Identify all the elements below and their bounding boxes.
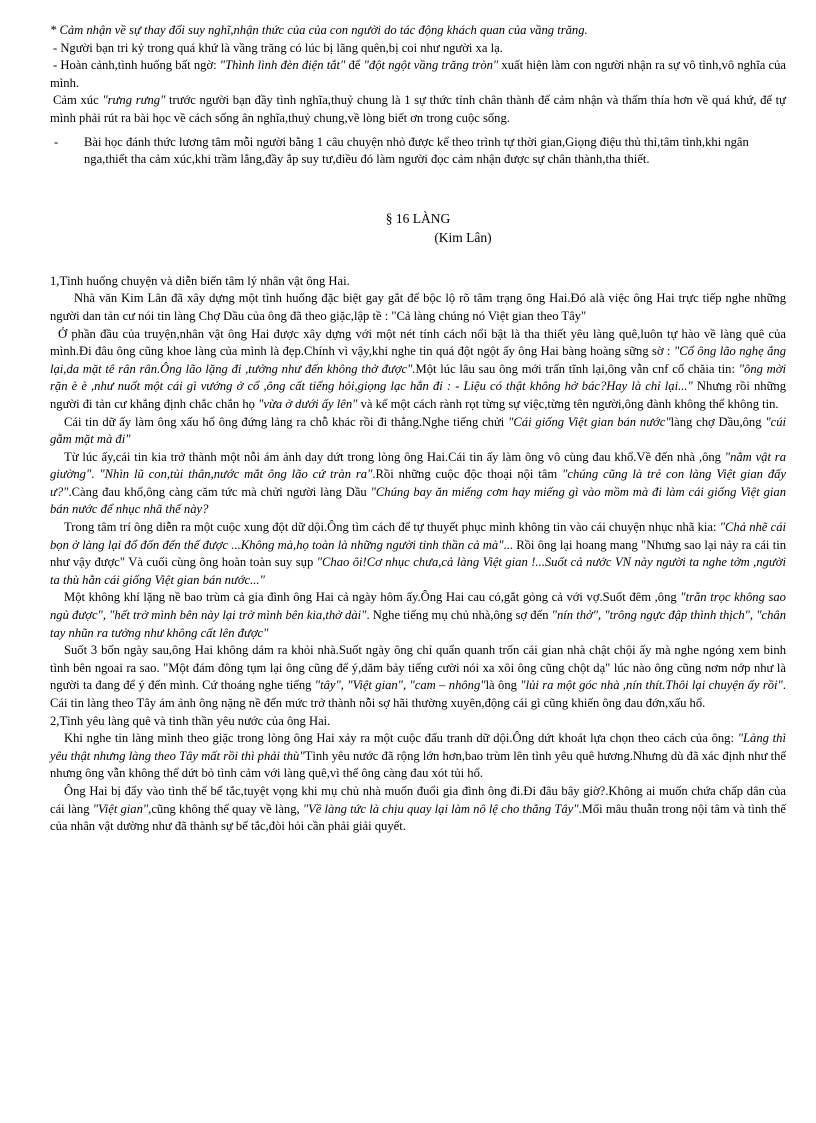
text-run: Cái tin dữ ấy làm ông xấu hổ ông đứng lảng ra chỗ khác rồi đi thẳng.Nghe tiếng chửi: [64, 414, 509, 429]
quote: "Chúng bay ăn miếng cơm hay miếng gì vào mồm mà đi làm cái giống Việt gian bán nước để nhục nhã thế này?: [50, 484, 786, 517]
quote: "đột ngột vầng trăng tròn": [363, 58, 499, 73]
intro-heading-text: * Cảm nhận về sự thay đổi suy nghĩ,nhận thức của của con người do tác động khách quan của vầng trăng.: [50, 23, 588, 37]
quote: "chúng cũng là trẻ con làng Việt gian đấy ư?": [50, 467, 787, 499]
text-run: là ông: [485, 678, 521, 693]
quote: "ông mời rặn è è ,như nuốt một cái gì vướng ở cổ ,ông cất tiếng hỏi,giọng lạc hẳn đi : - Liệu có thật không hở bác?Hay là chỉ lại...": [50, 361, 786, 394]
quote: "rưng rưng": [102, 93, 166, 108]
text-run: Nhưng rồi những người đi tản cư khẳng định chắc chắn họ: [50, 379, 786, 411]
subsection-1-title: 1,Tình huống chuyện và diễn biến tâm lý nhân vật ông Hai.: [50, 273, 350, 288]
quote: "Việt gian": [92, 801, 149, 816]
subsection-2-title: 2,Tình yêu làng quê và tinh thần yêu nước của ông Hai.: [50, 713, 331, 728]
paragraph: [50, 414, 786, 449]
intro-line-2: - Người bạn tri kỷ trong quá khứ là vầng trăng có lúc bị lãng quên,bị coi như người xa lạ.: [53, 40, 503, 55]
quote: "Về làng tức là chịu quay lại làm nô lệ cho thằng Tây": [302, 801, 579, 816]
document-page: [50, 22, 786, 836]
text-run: Trong tâm trí ông diễn ra một cuộc xung đột dữ dội.Ông tìm cách để tự thuyết phục mình không tin vào cái chuyện nhục nhã kia:: [64, 520, 720, 535]
text-run: Cảm xúc: [53, 93, 103, 108]
quote: "trằn trọc không sao ngủ được", "hết trở mình bên này lại trở mình bên kia,thở dài": [50, 590, 786, 623]
text-run: . Cái tin làng theo Tây ám ảnh ông nặng nề đến mức trở thành nỗi sợ hãi thường xuyên,động cái gì cũng khiến ông đau đớn,xấu hổ.: [50, 678, 787, 710]
section-author: (Kim Lân): [434, 229, 492, 245]
text-run: Khi nghe tin làng mình theo giặc trong lòng ông Hai xảy ra một cuộc đấu tranh dữ dội.Ông dứt khoát lựa chọn theo cách của ông:: [64, 731, 738, 746]
text-run: ... Rồi ông lại hoang mang "Nhưng sao lại nảy ra cái tin như vậy được" Và cuối cùng ông hoàn toàn suy sụp: [50, 537, 786, 570]
text-run: .: [91, 467, 100, 482]
text-run: .Càng đau khổ,ông càng căm tức mà chửi người làng Dầu: [68, 484, 371, 499]
text-run: làng chợ Dầu,ông: [670, 414, 766, 429]
text-run: Ở phần đầu của truyện,nhân vật ông Hai được xây dựng với một nét tính cách nổi bật là tha thiết yêu làng quê,luôn tự hào về làng quê của mình.Đi đâu ông cũng khoe làng của mình là đẹp.Chính vì vậy,khi nghe tin quá đột ngột ấy ông Hai bàng hoàng sững sờ :: [50, 326, 786, 359]
text-run: ,cũng không thể quay về làng,: [148, 801, 303, 816]
text-run: .Mối mâu thuẫn trong nội tâm và tình thế của nhân vật dường như đã thành sự bế tắc,đòi hỏi cần phải giải quyết.: [50, 801, 787, 834]
paragraph: Nhà văn Kim Lân đã xây dựng một tình huống đặc biệt gay gắt để bộc lộ rõ tâm trạng ông Hai.Đó alà việc ông Hai trực tiếp nghe những người dan tản cư nói tin làng Chợ Dầu của ông đã theo giặc,lập tề : "Cả làng chúng nó Việt gian theo Tây": [50, 291, 786, 323]
text-run: Ông Hai bị đẩy vào tình thế bế tắc,tuyệt vọng khi mụ chủ nhà muốn đuổi gia đình ông đi.Đi đâu bây giờ?.Không ai muốn chứa chấp dân của cái làng: [50, 783, 786, 816]
quote: "lủi ra một góc nhà ,nín thít.Thôi lại chuyện ấy rồi": [520, 678, 783, 693]
paragraph: [50, 642, 786, 712]
quote: "Cái giống Việt gian bán nước": [508, 414, 671, 429]
paragraph: [50, 589, 786, 642]
quote: "tây", "Việt gian", "cam – nhông": [314, 678, 486, 693]
text-run: Suốt 3 bốn ngày sau,ông Hai không dám ra khỏi nhà.Suốt ngày ông chỉ quẩn quanh trốn cái gian nhà chật chội ấy mà nghe ngóng xem binh tình bên ngoai ra sao. "Một đám đông tụm lại ông cũng để ý,dăm bảy tiếng cười nói xa xôi ông cũng chột dạ" lúc nào ông cũng nơm nớp như là người ta đang để ý đến mình. Cứ thoáng nghe tiếng: [50, 643, 786, 693]
text-run: Một lúc lâu sau ông mới trấn tĩnh lại,ông vẫn cnf cố chăia tin:: [415, 361, 739, 376]
paragraph: [50, 449, 786, 519]
intro-line-1: [50, 22, 786, 40]
quote: "vừa ở dưới ấy lên": [258, 396, 358, 411]
intro-line-3: [50, 57, 786, 92]
quote: "nằm vật ra giường": [50, 449, 786, 482]
quote: "Nhìn lũ con,tủi thân,nước mắt ông lão cứ tràn ra": [99, 467, 373, 482]
text-run: .Rồi những cuộc độc thoại nội tâm: [372, 467, 563, 482]
text-run: - Hoàn cảnh,tình huống bất ngờ:: [53, 58, 220, 73]
quote: "Chao ôi!Cơ nhục chưa,cả làng Việt gian !...Suốt cả nước VN này người ta nghe tởm ,người ta thù hằn cái giống Việt gian bán nước...": [50, 555, 787, 587]
section-heading: [50, 209, 786, 247]
quote: "cúi gằm mặt mà đi": [50, 414, 786, 447]
quote: "nín thở", "trông ngực đập thình thịch", "chân tay nhũn ra tưởng như không cất lên được": [50, 608, 787, 640]
text-run: và kể một cách rành rọt từng sự việc,từng tên người,ông đành không thể không tin.: [357, 396, 779, 411]
paragraph: [50, 326, 786, 414]
section-title: § 16 LÀNG: [385, 210, 451, 226]
text-run: . Nghe tiếng mụ chủ nhà,ông sợ đến: [366, 608, 552, 623]
intro-line-4: [50, 92, 786, 127]
quote: "Cổ ông lão nghẹ ắng lại,da mặt tê rân rân.Ông lão lặng đi ,tưởng như đến không thở được".: [50, 344, 787, 376]
quote: "Làng thì yêu thật nhưng làng theo Tây mất rồi thì phải thù": [50, 731, 786, 763]
quote: "Chả nhẽ cái bọn ở làng lại đổ đốn đến thế được ...Không mà,họ toàn là những người tinh thần cả mà": [50, 520, 786, 552]
text-run: xuất hiện làm con người nhận ra sự vô tình,vô nghĩa của mình.: [50, 58, 786, 90]
paragraph: [50, 783, 786, 836]
paragraph: [50, 730, 786, 783]
bullet-text: Bài học đánh thức lương tâm mỗi người bằng 1 câu chuyện nhỏ được kể theo trình tự thời gian,Giọng điệu thủ thỉ,tâm tình,khi ngân nga,thiết tha cảm xúc,khi trầm lắng,đầy ắp suy tư,điều đó làm người đọc cảm nhận được sự chân thành,tha thiết.: [84, 134, 749, 167]
quote: "Thình lình đèn điện tắt": [219, 58, 346, 73]
text-run: Tình yêu nước đã rộng lớn hơn,bao trùm lên tình yêu quê hương.Nhưng dù đã xác định như thế nhưng ông vẫn không thể dứt bỏ tình cảm với làng quê,vì thế ông càng đau xót tủi hổ.: [50, 748, 786, 781]
text-run: Một không khí lặng nề bao trùm cả gia đình ông Hai cả ngày hôm ấy.Ông Hai cau có,gắt gỏng cả với vợ.Suốt đêm ,ông: [64, 590, 681, 605]
text-run: Từ lúc ấy,cái tin kia trở thành một nỗi ám ảnh day dứt trong lòng ông Hai.Cái tin ấy làm ông vô cùng đau khổ.Về đến nhà ,ông: [64, 449, 725, 464]
text-run: trước người bạn đầy tình nghĩa,thuỷ chung là 1 sự thức tỉnh chân thành để cảm nhận và thấm thía hơn về quá khứ, để tự mình phải rút ra bài học về cách sống ân nghĩa,thuỷ chung,về lòng biết ơn trong cuộc sống.: [50, 93, 786, 125]
bullet-dash: -: [54, 134, 59, 149]
intro-bullet: [50, 134, 786, 169]
text-run: để: [345, 58, 364, 73]
paragraph: [50, 519, 786, 589]
